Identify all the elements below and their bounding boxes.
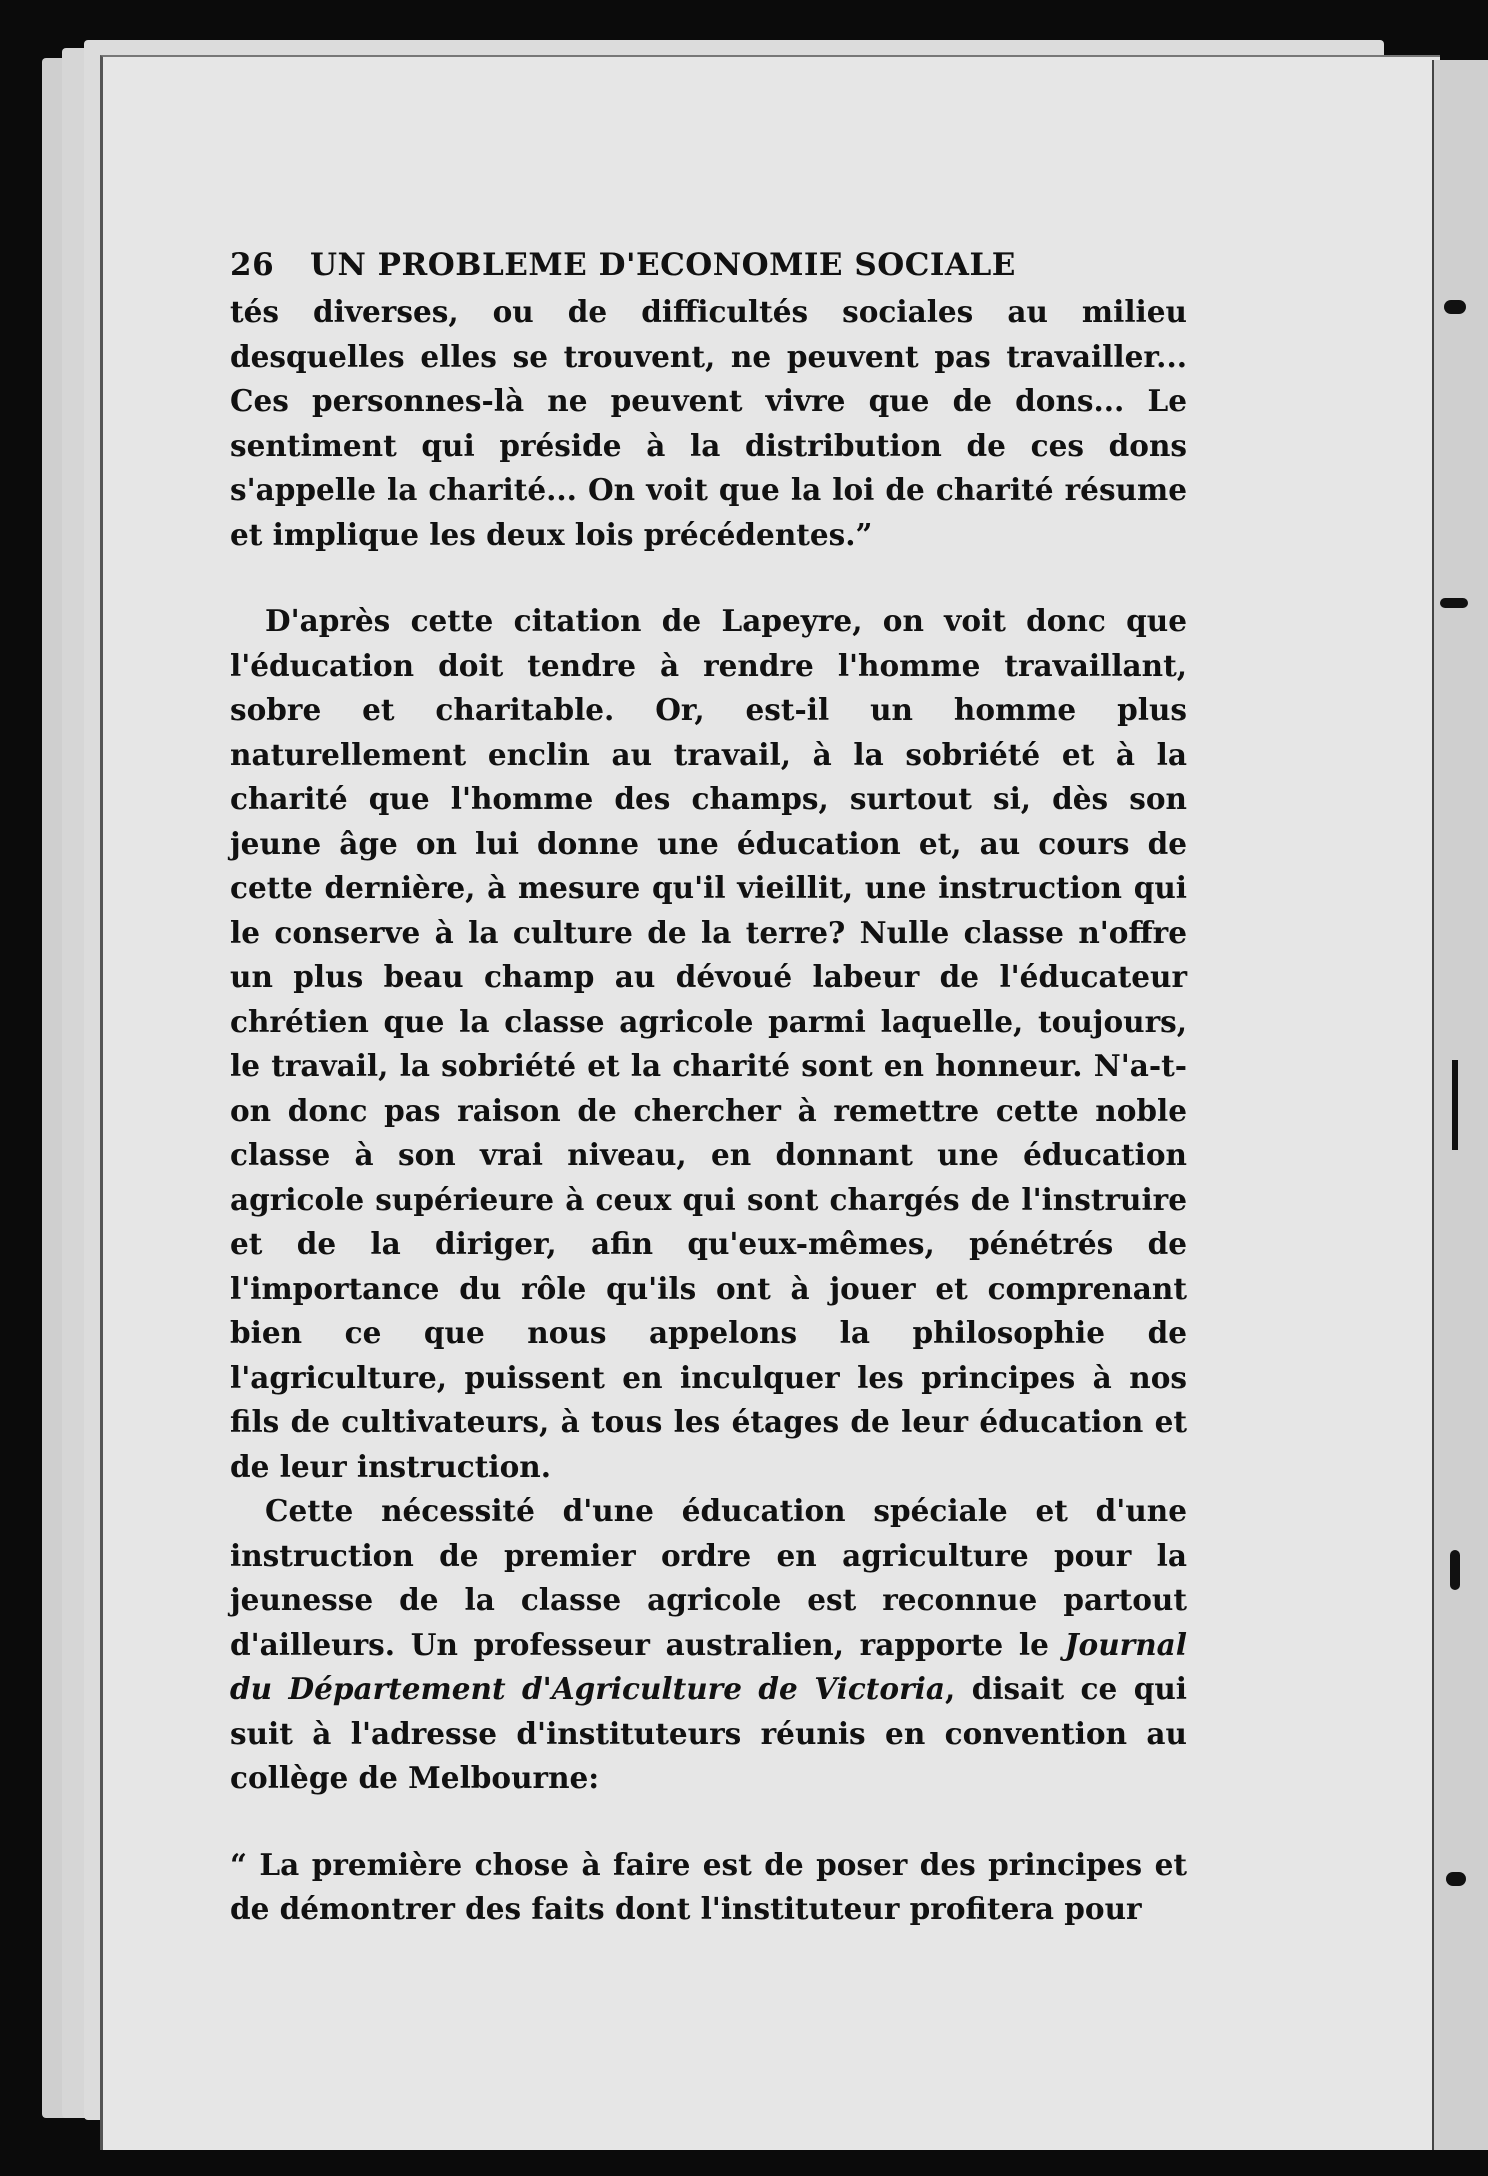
running-header — [230, 242, 1187, 288]
paragraph-text: , disait ce qui suit à l'adresse d'instituteurs réunis en convention au collège de Melbourne: — [230, 1671, 1187, 1795]
paragraph-text: Cette nécessité d'une éducation spéciale et d'une instruction de premier ordre en agriculture pour la jeunesse de la classe agricole est reconnue partout d'ailleurs. Un professeur australien, rapporte le — [230, 1493, 1187, 1662]
paragraph-gap — [230, 1801, 1187, 1843]
paragraph-quote-end: tés diverses, ou de difficultés sociales au milieu desquelles elles se trouvent, ne peuvent pas travailler... Ces personnes-là ne peuvent vivre que de dons... Le sentiment qui préside à la distribution de ces dons s'appelle la charité... On voit que la loi de charité résume et implique les deux lois précédentes.” — [230, 294, 1187, 552]
running-title: UN PROBLEME D'ECONOMIE SOCIALE — [310, 247, 1016, 283]
binding-thread — [1450, 1550, 1460, 1590]
page-text-block — [230, 242, 1187, 1932]
paragraph-quote-start: “ La première chose à faire est de poser des principes et de démontrer des faits dont l'instituteur profitera pour — [230, 1846, 1187, 1926]
facing-page-edge — [1432, 60, 1488, 2150]
margin-speck — [1446, 1872, 1466, 1886]
page-number: 26 — [230, 247, 275, 283]
paragraph-lapeyre: D'après cette citation de Lapeyre, on voit donc que l'éducation doit tendre à rendre l'homme travaillant, sobre et charitable. Or, est-il un homme plus naturellement enclin au travail, à la sobriété et à la charité que l'homme des champs, surtout si, dès son jeune âge on lui donne une éducation et, au cours de cette dernière, à mesure qu'il vieillit, une instruction qui le conserve à la culture de la terre? Nulle classe n'offre un plus beau champ au dévoué labeur de l'éducateur chrétien que la classe agricole parmi laquelle, toujours, le travail, la sobriété et la charité sont en honneur. N'a-t-on donc pas raison de chercher à remettre cette noble classe à son vrai niveau, en donnant une éducation agricole supérieure à ceux qui sont chargés de l'instruire et de la diriger, afin qu'eux-mêmes, pénétrés de l'importance du rôle qu'ils ont à jouer et comprenant bien ce que nous appelons la philosophie de l'agriculture, puissent en inculquer les principes à nos fils de cultivateurs, à tous les étages de leur éducation et de leur instruction. — [230, 603, 1187, 1484]
paragraph-necessity — [230, 1489, 1187, 1801]
margin-speck — [1444, 300, 1466, 314]
margin-speck — [1440, 598, 1468, 608]
journal-title: Journal du Département d'Agriculture de Victoria — [230, 1626, 1187, 1706]
binding-thread — [1452, 1060, 1458, 1150]
paragraph-gap — [230, 557, 1187, 599]
